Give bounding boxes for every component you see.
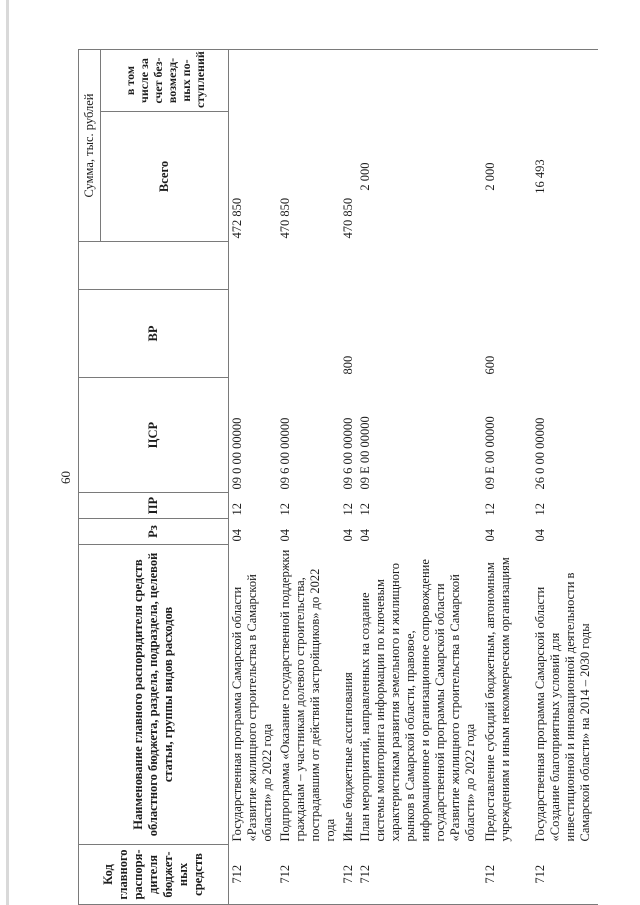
table-row — [340, 50, 357, 905]
table-row — [229, 50, 277, 905]
row-csr: 09 0 00 00000 — [230, 417, 244, 490]
row-name: Государственная программа Самарской области «Развитие жилищного строительства в Самарской области» до 2022 года — [230, 574, 274, 842]
row-gap — [277, 242, 340, 290]
row-gap — [340, 242, 357, 290]
row-vr: 600 — [482, 355, 497, 375]
row-gap — [357, 242, 482, 290]
scan-edge-shadow — [6, 0, 9, 905]
row-incl — [532, 50, 598, 112]
row-vr — [532, 290, 598, 378]
budget-table — [78, 49, 598, 905]
row-name: Подпрограмма «Оказание государственной поддержки гражданам – участникам долевого строительства, пострадавшим от действий застройщиков» до 2022 года — [277, 549, 337, 842]
row-vr — [229, 290, 277, 378]
row-total: 16 493 — [532, 159, 547, 194]
row-incl — [357, 50, 482, 112]
header-sum: Сумма, тыс. рублей — [79, 50, 101, 242]
row-total: 2 000 — [357, 162, 372, 191]
row-vr: 800 — [340, 355, 355, 375]
header-rz: Рз — [79, 519, 229, 545]
row-total: 470 850 — [340, 197, 355, 239]
row-rz: 04 — [357, 529, 372, 542]
row-pr: 12 — [340, 503, 355, 516]
row-name: Иные бюджетные ассигнования — [340, 672, 355, 842]
row-pr: 12 — [482, 503, 497, 516]
header-incl: в том числе за счет без-возмезд-ных по-ступлений — [101, 50, 229, 112]
header-gap — [79, 242, 229, 290]
table-row — [532, 50, 598, 905]
row-rz: 04 — [532, 529, 547, 542]
rotated-document-page — [50, 50, 600, 905]
header-name: Наименование главного распорядителя средств областного бюджета, раздела, подраздела, целевой статьи, группы видов расходов — [79, 545, 229, 845]
table-row — [277, 50, 340, 905]
row-csr: 09 6 00 00000 — [340, 417, 355, 490]
row-rz: 04 — [230, 529, 244, 542]
row-incl — [482, 50, 532, 112]
table-row — [357, 50, 482, 905]
row-incl — [340, 50, 357, 112]
row-csr: 26 0 00 00000 — [532, 417, 547, 490]
row-rz: 04 — [340, 529, 355, 542]
row-incl — [277, 50, 340, 112]
row-name: Предоставление субсидий бюджетным, автономным учреждениям и иным некоммерческим организациям — [482, 557, 512, 842]
row-total: 470 850 — [277, 197, 292, 239]
row-csr: 09 Е 00 00000 — [482, 416, 497, 490]
row-vr — [277, 290, 340, 378]
row-pr: 12 — [357, 503, 372, 516]
table-row — [482, 50, 532, 905]
row-code: 712 — [532, 845, 598, 905]
row-gap — [482, 242, 532, 290]
row-code: 712 — [340, 845, 357, 905]
row-vr — [357, 290, 482, 378]
header-code: Код главного распоря-дителя бюджет-ных средств — [79, 845, 229, 905]
row-code: 712 — [357, 845, 482, 905]
row-code: 712 — [277, 845, 340, 905]
row-gap — [532, 242, 598, 290]
row-code: 712 — [229, 845, 277, 905]
row-code: 712 — [482, 845, 532, 905]
row-csr: 09 6 00 00000 — [277, 417, 292, 490]
row-incl — [229, 50, 277, 112]
row-rz: 04 — [482, 529, 497, 542]
row-rz: 04 — [277, 529, 292, 542]
row-csr: 09 Е 00 00000 — [357, 416, 372, 490]
page-number: 60 — [58, 471, 73, 484]
header-csr: ЦСР — [79, 378, 229, 493]
row-pr: 12 — [532, 503, 547, 516]
row-name: Государственная программа Самарской области «Создание благоприятных условий для инвестиционной и инновационной деятельности в Самарской области» на 2014 – 2030 годы — [532, 572, 592, 842]
row-total: 472 850 — [230, 197, 244, 239]
header-total: Всего — [101, 112, 229, 242]
row-pr: 12 — [230, 503, 244, 516]
header-pr: ПР — [79, 493, 229, 519]
header-vr: ВР — [79, 290, 229, 378]
row-name: План мероприятий, направленных на создание системы мониторинга информации по ключевым характеристикам развития земельного и жилищного рынков в Самарской области, правовое, информационное и организационное сопровождение государственной программы Самарской области «Развитие жилищного строительства в Самарской области» до 2022 года — [357, 559, 477, 842]
row-pr: 12 — [277, 503, 292, 516]
row-gap — [229, 242, 277, 290]
row-total: 2 000 — [482, 162, 497, 191]
